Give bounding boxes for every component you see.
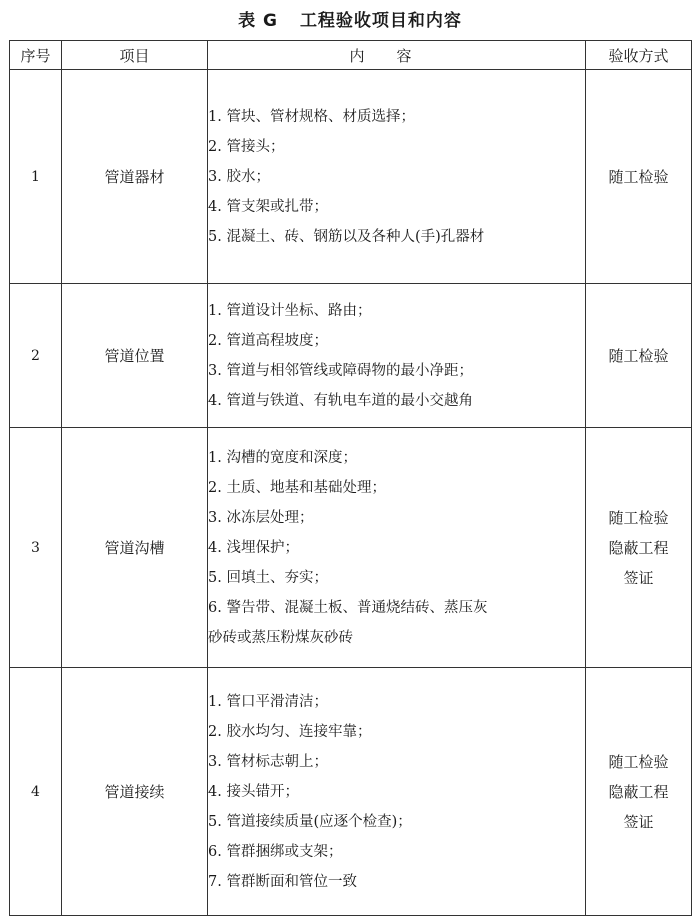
row-item: 管道接续 — [62, 668, 208, 916]
header-content: 内容 — [208, 41, 586, 70]
row-number: 3 — [10, 428, 62, 668]
header-item: 项目 — [62, 41, 208, 70]
table-row — [10, 428, 692, 668]
content-line: 1. 管口平滑清洁； — [208, 693, 328, 710]
row-content — [208, 428, 586, 668]
row-method — [586, 284, 692, 428]
table-row — [10, 668, 692, 916]
content-line-continuation: 砂砖或蒸压粉煤灰砂砖 — [208, 629, 353, 646]
content-line: 6. 管群捆绑或支架； — [208, 843, 343, 860]
header-num: 序号 — [10, 41, 62, 70]
row-number: 2 — [10, 284, 62, 428]
content-line: 5. 回填土、夯实； — [208, 569, 328, 586]
row-number: 4 — [10, 668, 62, 916]
method-line: 隐蔽工程 — [608, 538, 669, 557]
content-line: 7. 管群断面和管位一致 — [208, 873, 357, 890]
header-method: 验收方式 — [586, 41, 692, 70]
table-title — [0, 6, 700, 31]
row-content — [208, 284, 586, 428]
content-line: 2. 胶水均匀、连接牢靠； — [208, 723, 372, 740]
method-line: 随工检验 — [608, 508, 669, 527]
table-title-text: 工程验收项目和内容 — [299, 11, 462, 31]
row-method — [586, 668, 692, 916]
table-row — [10, 70, 692, 284]
content-line: 2. 管道高程坡度； — [208, 332, 328, 349]
row-number: 1 — [10, 70, 62, 284]
content-line: 4. 管道与铁道、有轨电车道的最小交越角 — [208, 392, 473, 409]
content-line: 3. 冰冻层处理； — [208, 509, 314, 526]
method-line: 隐蔽工程 — [608, 782, 669, 801]
row-item: 管道器材 — [62, 70, 208, 284]
content-line: 1. 管块、管材规格、材质选择； — [208, 108, 415, 125]
content-line: 2. 管接头； — [208, 138, 285, 155]
row-method — [586, 70, 692, 284]
table-title-tag: 表 G — [238, 11, 278, 31]
row-content — [208, 668, 586, 916]
acceptance-table — [9, 40, 692, 916]
content-line: 1. 管道设计坐标、路由； — [208, 302, 372, 319]
content-line: 4. 浅埋保护； — [208, 539, 299, 556]
row-method — [586, 428, 692, 668]
content-line: 5. 管道接续质量(应逐个检查)； — [208, 813, 412, 830]
content-line: 3. 管道与相邻管线或障碍物的最小净距； — [208, 362, 473, 379]
content-line: 2. 土质、地基和基础处理； — [208, 479, 386, 496]
content-line: 4. 管支架或扎带； — [208, 198, 328, 215]
content-line: 3. 胶水； — [208, 168, 270, 185]
row-item: 管道位置 — [62, 284, 208, 428]
method-line: 随工检验 — [608, 752, 669, 771]
method-line: 随工检验 — [608, 167, 669, 186]
content-line: 4. 接头错开； — [208, 783, 299, 800]
header-row — [10, 41, 692, 70]
content-line: 6. 警告带、混凝土板、普通烧结砖、蒸压灰 — [208, 599, 488, 616]
method-line: 随工检验 — [608, 346, 669, 365]
content-line: 3. 管材标志朝上； — [208, 753, 328, 770]
content-line: 5. 混凝土、砖、钢筋以及各种人(手)孔器材 — [208, 228, 485, 245]
method-line: 签证 — [623, 568, 654, 587]
table-row — [10, 284, 692, 428]
method-line: 签证 — [623, 812, 654, 831]
row-item: 管道沟槽 — [62, 428, 208, 668]
row-content — [208, 70, 586, 284]
content-line: 1. 沟槽的宽度和深度； — [208, 449, 357, 466]
